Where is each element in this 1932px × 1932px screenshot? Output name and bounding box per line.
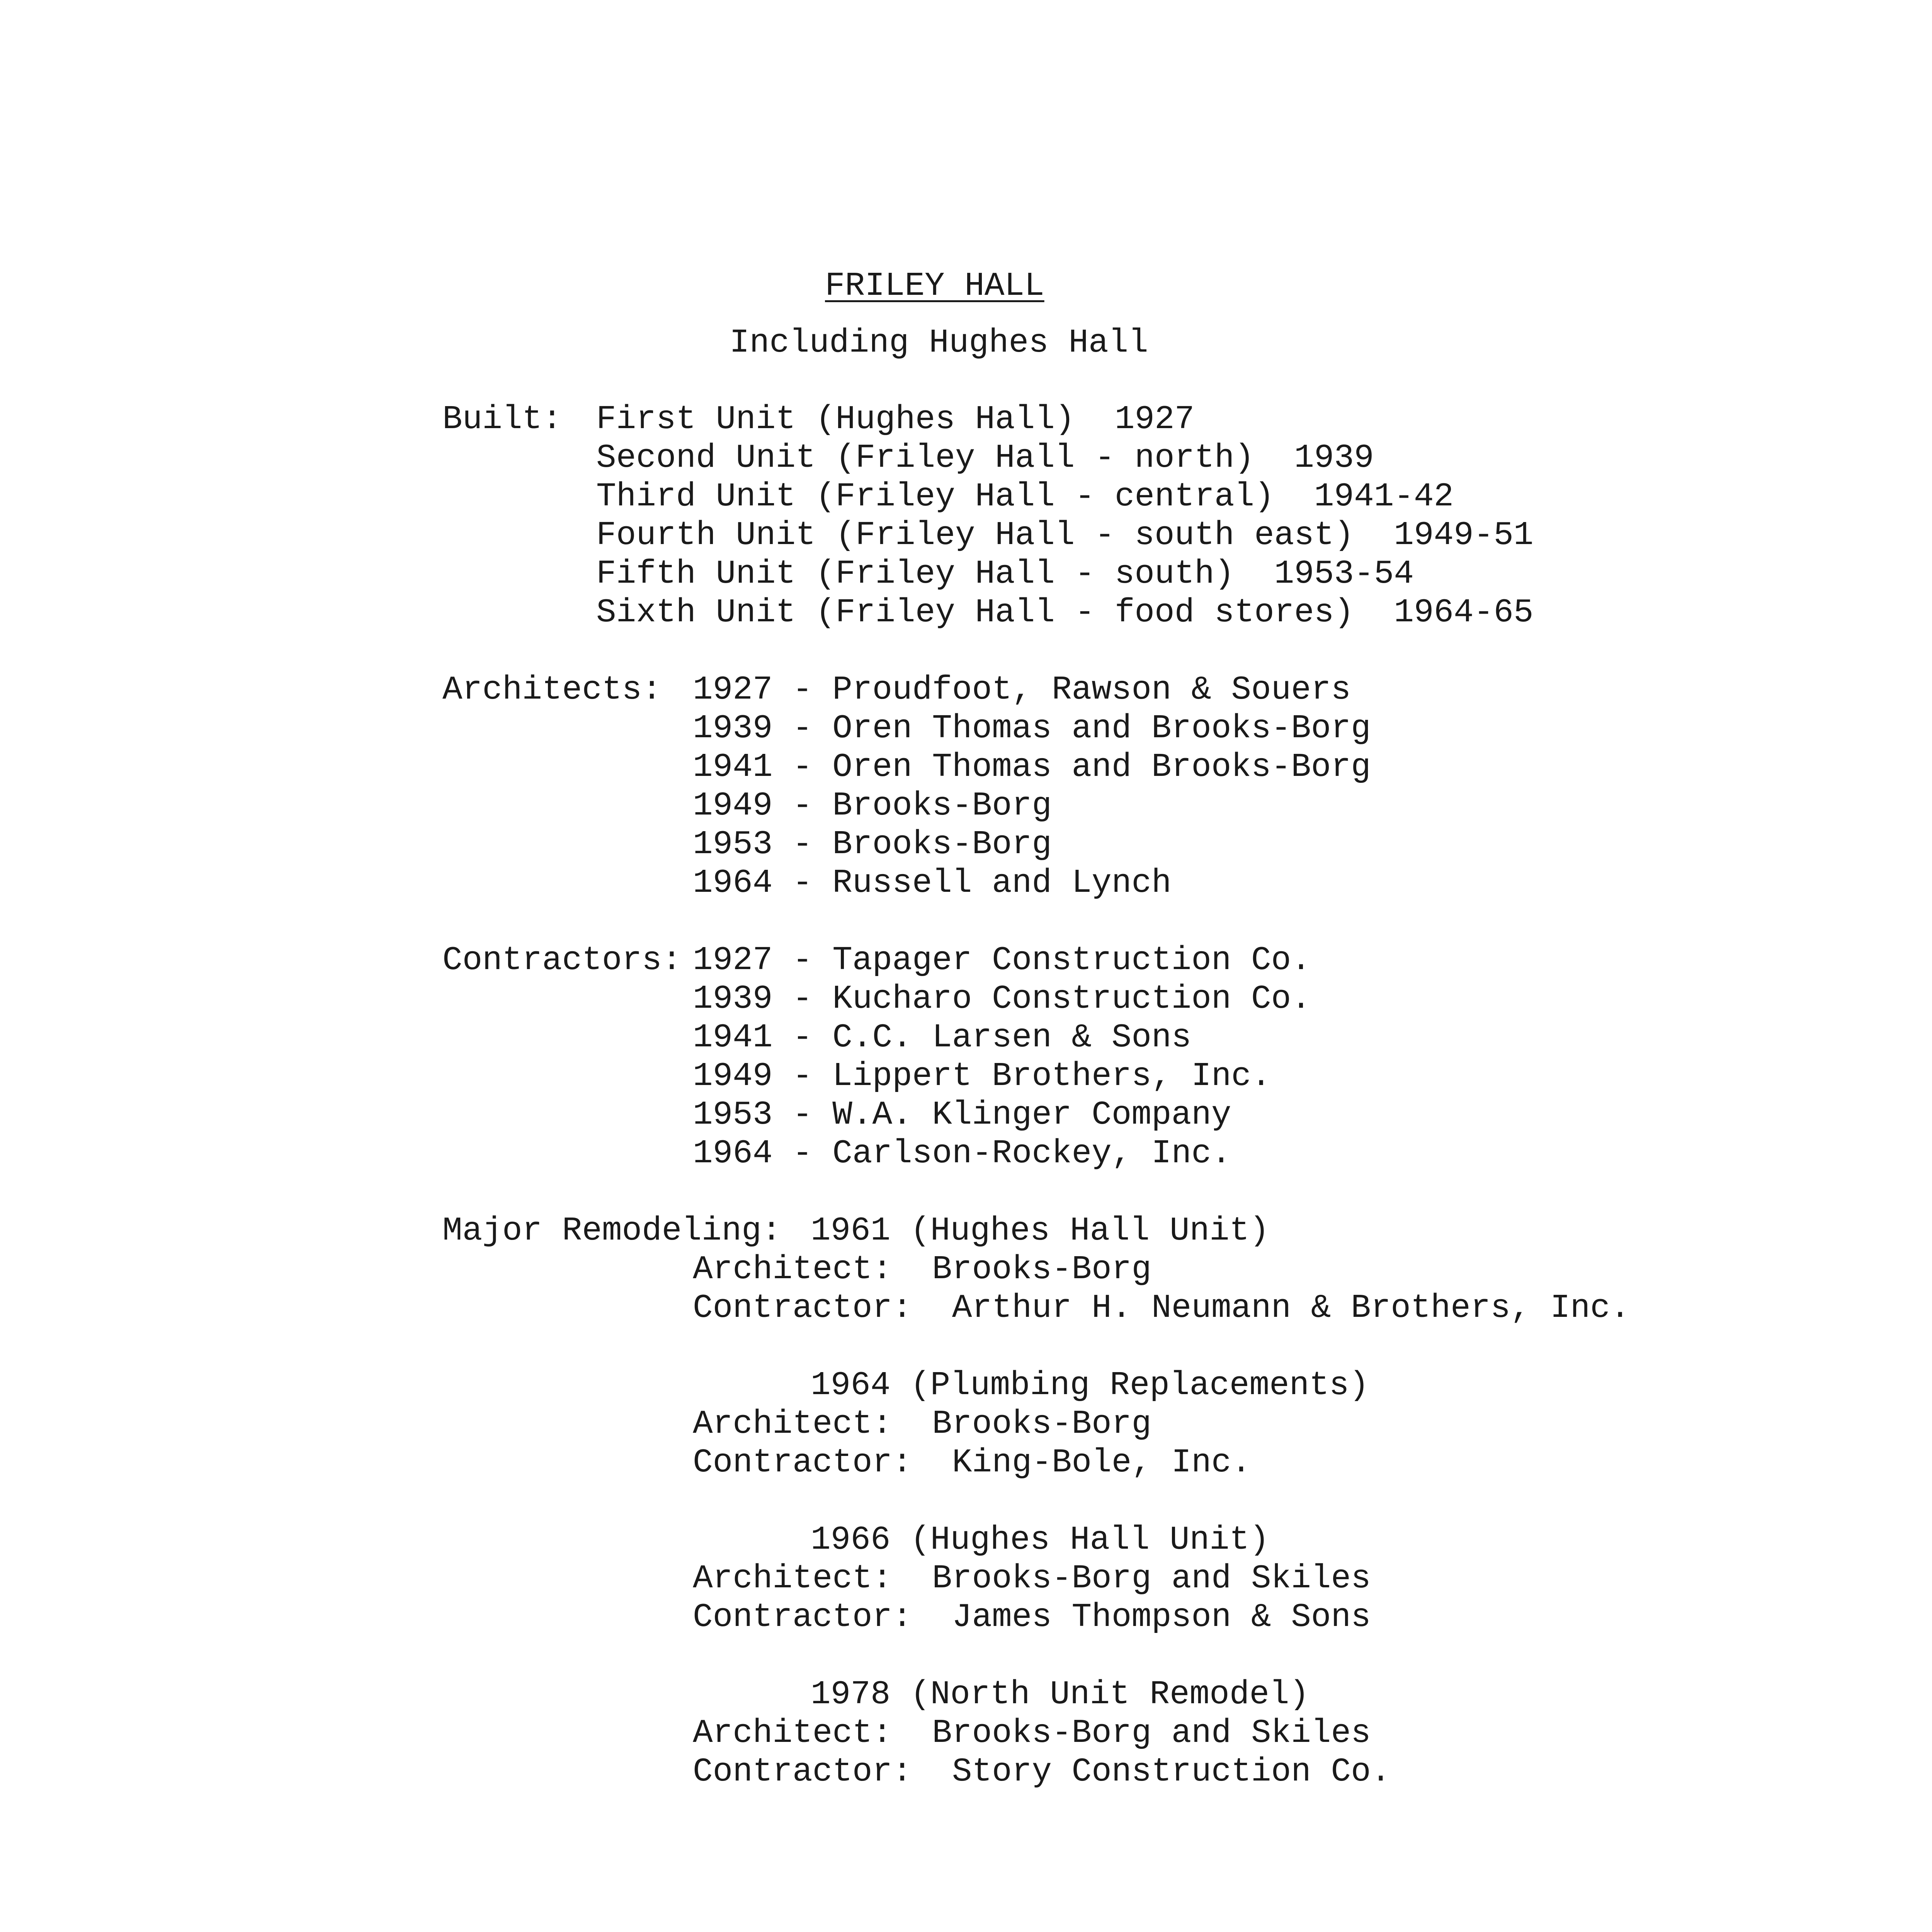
architect-entry: 1964 - Russell and Lynch: [693, 864, 1172, 902]
contractors-label: Contractors:: [442, 941, 682, 979]
remodel-architect: Architect: Brooks-Borg and Skiles: [693, 1714, 1371, 1752]
built-unit: Second Unit (Friley Hall - north) 1939: [596, 439, 1374, 477]
remodel-architect: Architect: Brooks-Borg: [693, 1250, 1151, 1288]
remodeling-label: Major Remodeling:: [442, 1212, 782, 1250]
page-subtitle: Including Hughes Hall: [730, 324, 1148, 362]
built-unit: Fifth Unit (Friley Hall - south) 1953-54: [596, 555, 1414, 593]
contractor-entry: 1927 - Tapager Construction Co.: [693, 941, 1311, 979]
built-unit: Third Unit (Friley Hall - central) 1941-42: [596, 478, 1454, 515]
contractor-entry: 1953 - W.A. Klinger Company: [693, 1096, 1231, 1134]
remodel-contractor: Contractor: Story Construction Co.: [693, 1753, 1391, 1791]
remodel-contractor: Contractor: Arthur H. Neumann & Brothers, Inc.: [693, 1289, 1630, 1327]
built-unit: Sixth Unit (Friley Hall - food stores) 1964-65: [596, 594, 1534, 631]
contractor-entry: 1949 - Lippert Brothers, Inc.: [693, 1057, 1271, 1095]
remodel-heading: 1966 (Hughes Hall Unit): [811, 1521, 1269, 1559]
contractor-entry: 1939 - Kucharo Construction Co.: [693, 980, 1311, 1018]
architect-entry: 1927 - Proudfoot, Rawson & Souers: [693, 671, 1351, 709]
architect-entry: 1939 - Oren Thomas and Brooks-Borg: [693, 709, 1371, 747]
contractor-entry: 1964 - Carlson-Rockey, Inc.: [693, 1134, 1231, 1172]
built-unit: Fourth Unit (Friley Hall - south east) 1949-51: [596, 516, 1534, 554]
remodel-heading: 1978 (North Unit Remodel): [811, 1675, 1310, 1713]
architect-entry: 1949 - Brooks-Borg: [693, 787, 1052, 825]
contractor-entry: 1941 - C.C. Larsen & Sons: [693, 1019, 1192, 1056]
remodel-architect: Architect: Brooks-Borg and Skiles: [693, 1560, 1371, 1597]
built-label: Built:: [442, 400, 562, 438]
architect-entry: 1941 - Oren Thomas and Brooks-Borg: [693, 748, 1371, 786]
remodel-heading: 1964 (Plumbing Replacements): [811, 1366, 1369, 1404]
architect-entry: 1953 - Brooks-Borg: [693, 825, 1052, 863]
remodel-architect: Architect: Brooks-Borg: [693, 1405, 1151, 1443]
remodel-contractor: Contractor: King-Bole, Inc.: [693, 1444, 1252, 1481]
page-title: FRILEY HALL: [825, 267, 1044, 305]
built-unit: First Unit (Hughes Hall) 1927: [596, 400, 1195, 438]
remodel-contractor: Contractor: James Thompson & Sons: [693, 1598, 1371, 1636]
remodel-heading: 1961 (Hughes Hall Unit): [811, 1212, 1269, 1250]
architects-label: Architects:: [442, 671, 662, 709]
